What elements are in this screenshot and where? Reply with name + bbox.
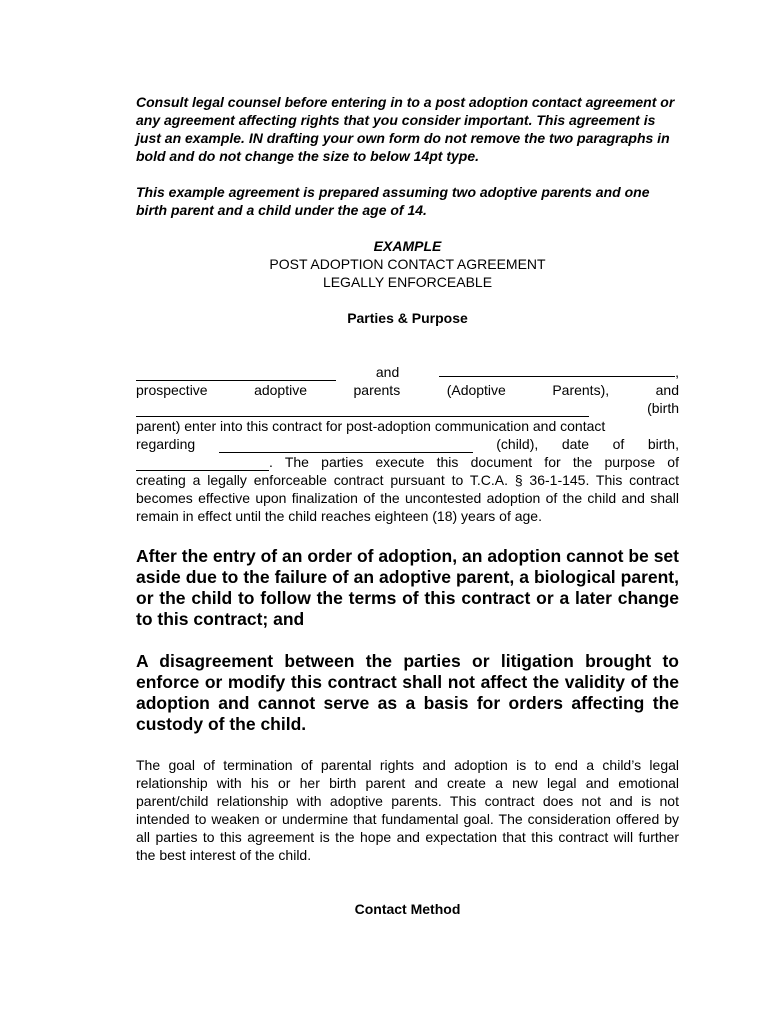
comma: , — [675, 364, 679, 380]
word-parents-paren: Parents), — [552, 382, 610, 398]
goal-paragraph: The goal of termination of parental rights and adoption is to end a child’s legal relationship with his or her birth parent and create a new legal and emotional parent/child relationship with adoptive parents. This contract does not and is not intended to weaken or undermine that fundamental goal. The consideration offered by all parties to this agreement is the hope and expectation that this contract will further the best interest of the child. — [136, 757, 679, 863]
birth-word: (birth — [647, 400, 679, 416]
bold-paragraph-disagreement: A disagreement between the parties or litigation brought to enforce or modify this contract shall not affect the validity of the adoption and cannot serve as a basis for orders affecting the custody of the child. — [136, 651, 679, 734]
intro-disclaimer: Consult legal counsel before entering in to a post adoption contact agreement or any agreement affecting rights that you consider important. This agreement is just an example. IN drafting your own form do not remove the two paragraphs in bold and do not change the size to below 14pt type. — [136, 94, 675, 164]
birth-date-word: birth, — [647, 436, 679, 452]
document-subtitle: LEGALLY ENFORCEABLE — [322, 274, 493, 290]
contact-method-heading: Contact Method — [354, 901, 461, 917]
birth-parent-blank[interactable] — [136, 402, 589, 417]
of-word: of — [612, 436, 625, 452]
child-word: (child), — [496, 436, 539, 452]
child-name-blank[interactable] — [219, 438, 473, 453]
parties-block — [136, 363, 679, 525]
document-title: POST ADOPTION CONTACT AGREEMENT — [269, 256, 546, 272]
word-parents: parents — [353, 382, 401, 398]
intro-assumption: This example agreement is prepared assuming two adoptive parents and one birth parent and a child under the age of 14. — [136, 184, 650, 218]
and-word: and — [375, 364, 400, 380]
word-prospective: prospective — [136, 382, 208, 398]
word-and: and — [655, 382, 679, 398]
word-adoptive: adoptive — [254, 382, 308, 398]
parties-row-purpose — [136, 417, 679, 435]
word-adoptive-paren: (Adoptive — [446, 382, 506, 398]
regarding-word: regarding — [136, 436, 196, 452]
contract-terms-text: creating a legally enforceable contract pursuant to T.C.A. § 36-1-145. This contract becomes effective upon finalization of the uncontested adoption of the child and shall remain in effect until the child reaches eighteen (18) years of age. — [136, 472, 679, 524]
parties-row-dob — [136, 453, 679, 471]
adoptive-parent-2-blank[interactable] — [439, 362, 675, 377]
parties-purpose-heading: Parties & Purpose — [347, 310, 468, 326]
date-of-birth-blank[interactable] — [136, 456, 269, 471]
adoptive-parent-1-blank[interactable] — [136, 366, 336, 381]
parties-purpose-text: parent) enter into this contract for post-adoption communication and contact — [136, 418, 606, 434]
parties-row-role — [136, 381, 679, 399]
bold-paragraph-adoption-validity: After the entry of an order of adoption, an adoption cannot be set aside due to the failure of an adoptive parent, a biological parent, or the child to follow the terms of this contract or a later change to this contract; and — [136, 546, 679, 629]
title-block — [136, 237, 679, 291]
execute-text: . The parties execute this document for the purpose of — [269, 454, 679, 470]
document-page — [136, 93, 679, 918]
date-word: date — [561, 436, 590, 452]
example-label: EXAMPLE — [373, 238, 442, 254]
parties-row-names — [136, 363, 679, 381]
parties-row-birth-parent — [136, 399, 679, 417]
parties-row-child — [136, 435, 679, 453]
